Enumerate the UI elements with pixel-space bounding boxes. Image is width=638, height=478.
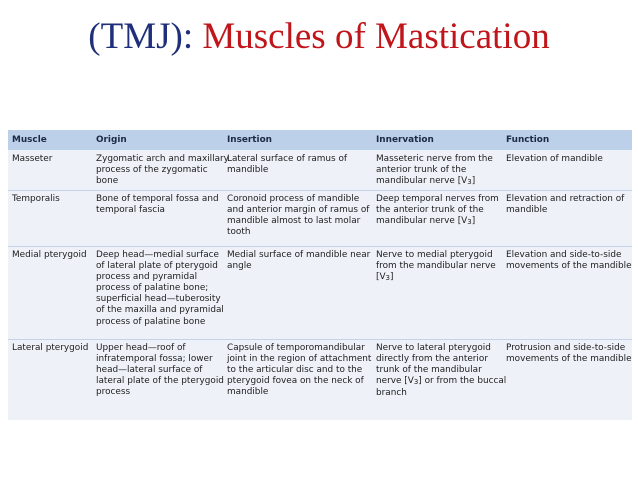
cell-line: [V3] [376,272,394,283]
cell-muscle [12,154,52,165]
cell-line: Upper head—roof of [96,343,186,353]
cell-line: joint in the region of attachment [227,354,372,365]
cell-line: Medial pterygoid [12,250,87,260]
cell-line: infratemporal fossa; lower [96,354,213,365]
cell-line: Masseter [12,154,53,164]
cell-line: mandible almost to last molar [227,216,361,227]
row-divider [8,190,632,191]
cell-line: Medial surface of mandible near [227,250,371,260]
title-prefix: (TMJ): [88,16,203,57]
cell-line: mandible [227,165,269,176]
cell-line: Deep temporal nerves from [376,194,499,204]
cell-line: movements of the mandible [506,354,632,365]
cell-line: Capsule of temporomandibular [227,343,365,353]
cell-line: Elevation and retraction of [506,194,625,204]
cell-innervation [376,154,493,188]
slide-title [0,10,638,64]
cell-line: tooth [227,227,251,238]
cell-insertion [227,194,369,238]
cell-insertion [227,343,371,398]
cell-line: Lateral surface of ramus of [227,154,348,164]
header-origin: Origin [96,135,127,145]
cell-line: Elevation and side-to-side [506,250,622,260]
table-header [8,130,632,150]
cell-line: from the mandibular nerve [376,261,496,272]
cell-line: branch [376,388,407,399]
cell-origin [96,250,224,328]
cell-line: temporal fascia [96,205,165,216]
cell-line: directly from the anterior [376,354,488,365]
cell-insertion [227,154,347,176]
cell-line: process [96,387,131,398]
cell-origin [96,194,219,216]
cell-line: and anterior margin of ramus of [227,205,370,216]
cell-innervation [376,250,496,284]
header-insertion: Insertion [227,135,272,145]
cell-line: mandible [506,205,548,216]
cell-line: process and pyramidal [96,272,198,283]
cell-function [506,154,603,165]
cell-insertion [227,250,370,272]
cell-line: of lateral plate of pterygoid [96,261,218,272]
row-divider [8,246,632,247]
cell-line: Deep head—medial surface [96,250,219,260]
cell-function [506,343,632,365]
cell-line: head—lateral surface of [96,365,203,376]
cell-line: mandible [227,387,269,398]
cell-line: mandibular nerve [V3] [376,176,476,187]
cell-line: Nerve to lateral pterygoid [376,343,491,353]
cell-line: anterior trunk of the [376,165,467,176]
cell-line: mandibular nerve [V3] [376,216,476,227]
cell-innervation [376,194,499,228]
cell-origin [96,343,224,398]
cell-line: lateral plate of the pterygoid [96,376,224,387]
title-main: Muscles of Mastication [202,16,550,57]
header-muscle: Muscle [12,135,47,145]
header-innervation: Innervation [376,135,434,145]
cell-line: Temporalis [12,194,60,204]
cell-muscle [12,194,60,205]
cell-muscle [12,343,88,354]
cell-line: the anterior trunk of the [376,205,484,216]
cell-line: process of palatine bone; [96,283,209,294]
cell-line: process of palatine bone [96,316,206,327]
cell-line: Elevation of mandible [506,154,603,164]
cell-line: Bone of temporal fossa and [96,194,219,204]
cell-origin [96,154,229,187]
cell-line: Lateral pterygoid [12,343,89,353]
cell-line: Protrusion and side-to-side [506,343,626,353]
cell-line: of the maxilla and pyramidal [96,305,224,316]
header-function: Function [506,135,550,145]
cell-line: angle [227,261,252,272]
cell-line: Coronoid process of mandible [227,194,360,204]
cell-line: pterygoid fovea on the neck of [227,376,364,387]
cell-line: to the articular disc and to the [227,365,363,376]
cell-function [506,250,632,272]
cell-line: Masseteric nerve from the [376,154,493,164]
cell-line: Nerve to medial pterygoid [376,250,493,260]
cell-line: process of the zygomatic [96,165,208,176]
cell-line: trunk of the mandibular [376,365,482,376]
cell-muscle [12,250,87,261]
cell-line: bone [96,176,119,187]
cell-line: Zygomatic arch and maxillary [96,154,229,164]
row-divider [8,339,632,340]
cell-function [506,194,624,216]
cell-line: nerve [V3] or from the buccal [376,376,507,387]
cell-line: superficial head—tuberosity [96,294,221,305]
cell-innervation [376,343,506,399]
cell-line: movements of the mandible [506,261,632,272]
muscles-table [8,130,632,420]
